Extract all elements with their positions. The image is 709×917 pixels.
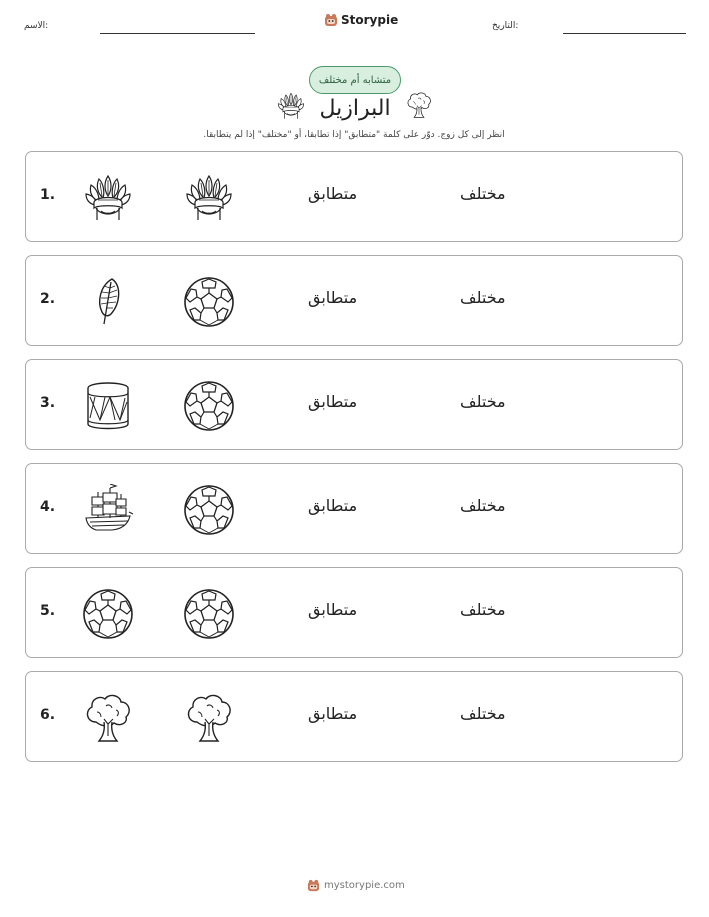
row-number: 1. [40, 187, 56, 203]
exercise-row-6 [25, 671, 683, 762]
tree-icon [405, 91, 433, 119]
date-label: التاريخ: [492, 21, 519, 31]
soccer-ball-icon [183, 380, 235, 432]
soccer-ball-icon [183, 276, 235, 328]
option-same[interactable]: متطابق [308, 704, 358, 723]
exercise-row-4 [25, 463, 683, 554]
option-same[interactable]: متطابق [308, 288, 358, 307]
option-different[interactable]: مختلف [460, 392, 506, 411]
footer-site-link[interactable]: mystorypie.com [324, 880, 405, 891]
row-number: 5. [40, 603, 56, 619]
row-number: 2. [40, 291, 56, 307]
option-same[interactable]: متطابق [308, 184, 358, 203]
date-line[interactable] [563, 33, 686, 34]
name-line[interactable] [100, 33, 255, 34]
option-different[interactable]: مختلف [460, 184, 506, 203]
drum-icon [82, 380, 134, 432]
ship-icon [82, 484, 134, 536]
footer [307, 879, 405, 892]
row-number: 6. [40, 707, 56, 723]
option-different[interactable]: مختلف [460, 496, 506, 515]
exercise-row-3 [25, 359, 683, 450]
storypie-mascot-icon [307, 879, 320, 892]
row-number: 3. [40, 395, 56, 411]
exercise-row-2 [25, 255, 683, 346]
option-same[interactable]: متطابق [308, 496, 358, 515]
option-same[interactable]: متطابق [308, 600, 358, 619]
storypie-mascot-icon [324, 13, 338, 27]
soccer-ball-icon [82, 588, 134, 640]
tree-icon [183, 692, 235, 744]
page-title: البرازيل [319, 96, 391, 121]
headdress-icon [276, 91, 306, 121]
exercise-row-5 [25, 567, 683, 658]
soccer-ball-icon [183, 588, 235, 640]
name-label: الاسم: [24, 21, 49, 31]
headdress-icon [82, 172, 134, 224]
headdress-icon [183, 172, 235, 224]
soccer-ball-icon [183, 484, 235, 536]
option-different[interactable]: مختلف [460, 288, 506, 307]
worksheet-tag: متشابه أم مختلف [309, 66, 401, 94]
tree-icon [82, 692, 134, 744]
feather-icon [82, 276, 134, 328]
option-different[interactable]: مختلف [460, 704, 506, 723]
brand-logo [324, 13, 398, 27]
option-same[interactable]: متطابق [308, 392, 358, 411]
brand-name: Storypie [341, 13, 399, 27]
exercise-row-1 [25, 151, 683, 242]
row-number: 4. [40, 499, 56, 515]
option-different[interactable]: مختلف [460, 600, 506, 619]
worksheet-header [0, 0, 709, 50]
instructions: انظر إلى كل زوج. دوّر على كلمة "متطابق" إذا تطابقا، أو "مختلف" إذا لم يتطابقا. [203, 130, 505, 140]
